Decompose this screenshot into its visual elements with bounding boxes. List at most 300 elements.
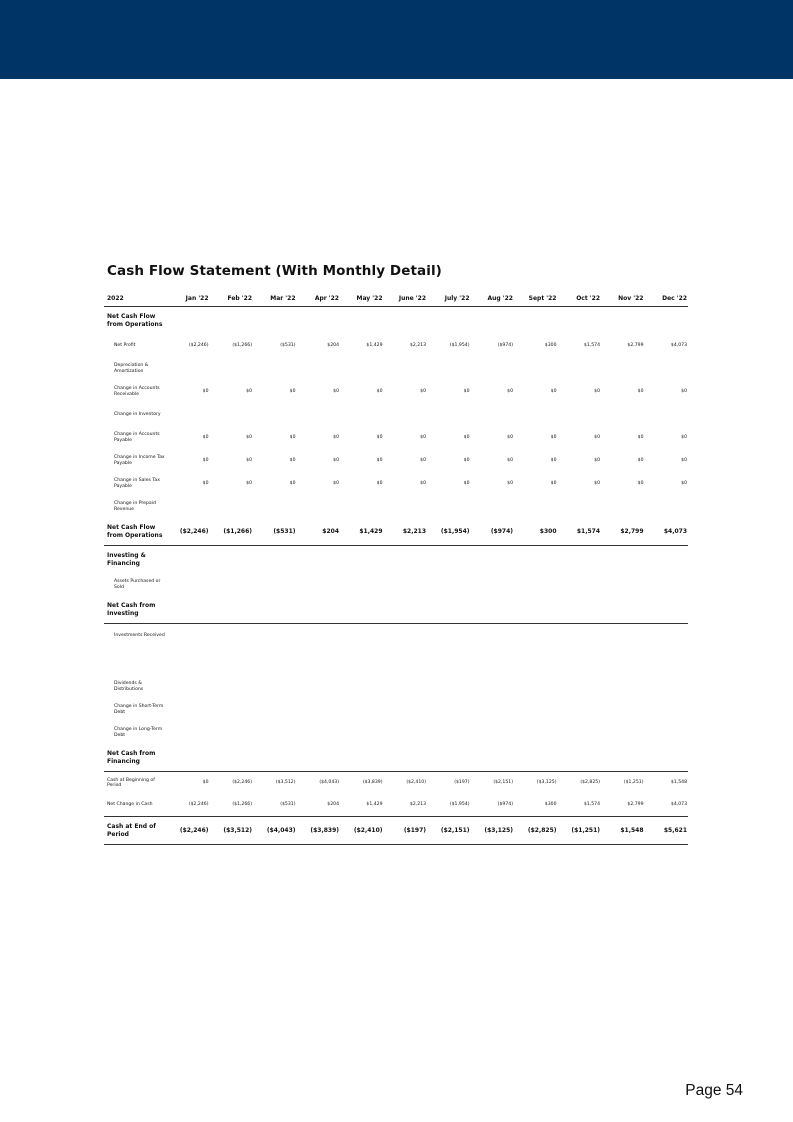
cell-value: $0 xyxy=(376,480,383,486)
cell-value xyxy=(471,721,515,744)
cell-value xyxy=(427,357,471,380)
cell-value: ($2,151) xyxy=(427,817,471,845)
cell-value xyxy=(384,307,428,335)
cell-value xyxy=(340,403,384,426)
cell-value xyxy=(558,675,602,698)
cell-value: $0 xyxy=(550,480,557,486)
cell-value xyxy=(558,495,602,518)
cell-value: $0 xyxy=(333,480,339,486)
cell-value: $2,799 xyxy=(627,802,644,808)
cell-value xyxy=(166,357,210,380)
cell-value xyxy=(210,744,254,772)
cell-value: $0 xyxy=(289,388,296,394)
cell-value xyxy=(340,647,384,675)
table-row xyxy=(104,675,688,698)
cell-value: ($1,266) xyxy=(232,802,252,808)
cell-value: $0 xyxy=(333,434,339,440)
cell-value xyxy=(558,357,602,380)
cell-value: $300 xyxy=(544,802,557,808)
cell-value: ($2,246) xyxy=(188,342,209,348)
row-label: Investing & Financing xyxy=(107,552,146,567)
cell-value xyxy=(340,721,384,744)
cell-value xyxy=(253,573,297,596)
cell-value xyxy=(297,698,341,721)
cell-value: $0 xyxy=(246,480,252,486)
cell-value xyxy=(558,307,602,335)
cell-value xyxy=(514,596,558,624)
cell-value: $1,429 xyxy=(366,802,383,808)
header-band xyxy=(0,0,793,79)
cell-value xyxy=(558,573,602,596)
cell-value: $0 xyxy=(376,388,383,394)
cell-value xyxy=(601,495,645,518)
table-row xyxy=(104,495,688,518)
cell-value: ($531) xyxy=(280,342,296,348)
cell-value xyxy=(340,307,384,335)
cell-value: $2,213 xyxy=(409,802,426,808)
cell-value: $0 xyxy=(420,480,426,486)
cell-value xyxy=(558,546,602,574)
cell-value xyxy=(210,698,254,721)
cell-value: ($974) xyxy=(497,342,513,348)
cell-value: $0 xyxy=(333,388,339,394)
cell-value: $0 xyxy=(420,434,426,440)
cell-value: ($3,125) xyxy=(471,817,515,845)
cell-value xyxy=(340,698,384,721)
cell-value xyxy=(427,698,471,721)
cell-value xyxy=(471,307,515,335)
row-label: Dividends & Distributions xyxy=(114,681,144,692)
cell-value xyxy=(645,403,689,426)
cell-value xyxy=(210,647,254,675)
header-cell: Jan '22 xyxy=(166,290,210,307)
cell-value xyxy=(166,698,210,721)
cell-value xyxy=(253,403,297,426)
cell-value xyxy=(384,647,428,675)
cell-value xyxy=(514,721,558,744)
cell-value: ($1,266) xyxy=(210,518,254,546)
table-row xyxy=(104,334,688,357)
cell-value: ($4,043) xyxy=(253,817,297,845)
cell-value: $2,799 xyxy=(601,518,645,546)
cell-value xyxy=(210,573,254,596)
cell-value xyxy=(297,403,341,426)
row-label: Change in Long-Term Debt xyxy=(114,727,163,738)
cell-value xyxy=(384,698,428,721)
table-row xyxy=(104,698,688,721)
cell-value: ($1,266) xyxy=(232,342,252,348)
cell-value xyxy=(645,596,689,624)
row-label: Change in Prepaid Revenue xyxy=(114,501,156,512)
header-cell: Dec '22 xyxy=(645,290,689,307)
cell-value: $0 xyxy=(202,780,209,786)
row-label: Depreciation & Amortization xyxy=(114,363,149,374)
cell-value xyxy=(340,675,384,698)
cell-value: $0 xyxy=(289,480,296,486)
cell-value xyxy=(166,596,210,624)
cell-value: $1,574 xyxy=(583,802,600,808)
cell-value: ($531) xyxy=(280,802,296,808)
cell-value xyxy=(514,403,558,426)
cell-value xyxy=(427,495,471,518)
header-cell: June '22 xyxy=(384,290,428,307)
cell-value xyxy=(427,647,471,675)
header-cell: Sept '22 xyxy=(514,290,558,307)
table-row xyxy=(104,403,688,426)
cell-value: $5,621 xyxy=(645,817,689,845)
cell-value: ($197) xyxy=(384,817,428,845)
cell-value xyxy=(297,573,341,596)
cell-value: $2,799 xyxy=(627,342,644,348)
row-label: Change in Accounts Payable xyxy=(114,432,160,443)
cell-value: $0 xyxy=(202,434,209,440)
cell-value xyxy=(253,721,297,744)
cell-value: $204 xyxy=(327,342,339,348)
cell-value: $0 xyxy=(681,388,687,394)
cell-value xyxy=(645,307,689,335)
cell-value: $2,213 xyxy=(384,518,428,546)
cell-value xyxy=(471,647,515,675)
cell-value xyxy=(166,495,210,518)
table-row xyxy=(104,307,688,335)
cell-value: $0 xyxy=(637,480,644,486)
cell-value: $1,574 xyxy=(583,342,600,348)
cell-value xyxy=(558,721,602,744)
cell-value xyxy=(166,307,210,335)
cell-value: ($974) xyxy=(497,802,513,808)
cell-value: ($2,825) xyxy=(514,817,558,845)
cell-value: ($2,410) xyxy=(340,817,384,845)
cell-value: $300 xyxy=(544,342,557,348)
cell-value xyxy=(427,624,471,648)
table-row xyxy=(104,357,688,380)
cell-value xyxy=(340,546,384,574)
cell-value xyxy=(340,357,384,380)
cell-value xyxy=(210,675,254,698)
cell-value: $0 xyxy=(420,388,426,394)
cell-value xyxy=(601,744,645,772)
cell-value xyxy=(253,357,297,380)
cell-value xyxy=(514,573,558,596)
cell-value xyxy=(253,495,297,518)
header-cell: Mar '22 xyxy=(253,290,297,307)
cell-value xyxy=(514,647,558,675)
cell-value xyxy=(166,403,210,426)
header-cell: May '22 xyxy=(340,290,384,307)
cell-value: $0 xyxy=(420,457,426,463)
cell-value: $0 xyxy=(463,434,470,440)
cell-value: $0 xyxy=(376,457,383,463)
row-label: Change in Accounts Receivable xyxy=(114,386,160,397)
table-row xyxy=(104,721,688,744)
cell-value: ($1,954) xyxy=(449,342,470,348)
cell-value xyxy=(427,403,471,426)
cell-value: ($3,839) xyxy=(362,780,383,786)
table-header-row xyxy=(104,290,688,307)
cell-value: $0 xyxy=(550,434,557,440)
table-row xyxy=(104,518,688,546)
cell-value: $0 xyxy=(594,388,600,394)
cell-value: $0 xyxy=(594,480,600,486)
cell-value: ($3,512) xyxy=(210,817,254,845)
cell-value: $4,073 xyxy=(670,342,687,348)
cell-value xyxy=(514,495,558,518)
cell-value: $0 xyxy=(246,434,252,440)
cell-value xyxy=(210,624,254,648)
cell-value: ($1,954) xyxy=(449,802,470,808)
cell-value xyxy=(645,624,689,648)
page-title: Cash Flow Statement (With Monthly Detail) xyxy=(107,263,442,279)
cell-value xyxy=(645,744,689,772)
cell-value: ($1,251) xyxy=(623,780,644,786)
row-label: Cash at Beginning of Period xyxy=(107,777,155,788)
row-label: Net Cash Flow from Operations xyxy=(104,518,166,546)
cell-value xyxy=(210,403,254,426)
cell-value: $1,429 xyxy=(340,518,384,546)
cell-value xyxy=(253,675,297,698)
cell-value xyxy=(297,647,341,675)
header-cell: Nov '22 xyxy=(601,290,645,307)
cell-value: ($1,251) xyxy=(558,817,602,845)
cell-value: $0 xyxy=(289,457,296,463)
row-label xyxy=(104,647,166,675)
cell-value: $1,429 xyxy=(366,342,383,348)
cell-value xyxy=(297,307,341,335)
cell-value: $0 xyxy=(550,457,557,463)
cell-value xyxy=(210,357,254,380)
cell-value xyxy=(601,307,645,335)
cell-value xyxy=(471,403,515,426)
cell-value: $4,073 xyxy=(645,518,689,546)
cell-value: $0 xyxy=(202,388,209,394)
cell-value: $0 xyxy=(594,457,600,463)
table-row xyxy=(104,794,688,817)
cell-value xyxy=(384,675,428,698)
cell-value: $0 xyxy=(550,388,557,394)
cell-value xyxy=(514,744,558,772)
cell-value xyxy=(340,495,384,518)
cell-value xyxy=(645,647,689,675)
cell-value xyxy=(471,573,515,596)
cell-value xyxy=(514,698,558,721)
cell-value: ($2,246) xyxy=(166,518,210,546)
cell-value xyxy=(297,744,341,772)
cell-value: $0 xyxy=(507,457,513,463)
cell-value xyxy=(384,596,428,624)
cell-value xyxy=(297,357,341,380)
cell-value xyxy=(340,624,384,648)
cell-value xyxy=(384,624,428,648)
cell-value xyxy=(471,624,515,648)
cell-value xyxy=(297,596,341,624)
cell-value: $0 xyxy=(507,434,513,440)
cell-value xyxy=(601,546,645,574)
table-row xyxy=(104,380,688,403)
cell-value: $2,213 xyxy=(409,342,426,348)
cell-value xyxy=(384,573,428,596)
row-label: Change in Sales Tax Payable xyxy=(114,478,160,489)
row-label: Change in Short-Term Debt xyxy=(114,704,164,715)
cell-value: $0 xyxy=(637,457,644,463)
cell-value: $300 xyxy=(514,518,558,546)
table-body xyxy=(104,307,688,845)
cell-value: ($2,246) xyxy=(166,817,210,845)
row-label: Net Cash Flow from Operations xyxy=(107,313,163,328)
cell-value xyxy=(471,675,515,698)
row-label: Assets Purchased or Sold xyxy=(114,579,161,590)
cell-value xyxy=(166,546,210,574)
cell-value: ($2,246) xyxy=(232,780,252,786)
cell-value xyxy=(601,647,645,675)
cell-value: $0 xyxy=(594,434,600,440)
row-label: Net Profit xyxy=(114,342,136,348)
cell-value: ($3,512) xyxy=(275,780,296,786)
cell-value: ($2,410) xyxy=(406,780,426,786)
cell-value: $1,548 xyxy=(670,780,687,786)
cell-value xyxy=(166,573,210,596)
cell-value xyxy=(166,744,210,772)
cell-value: $0 xyxy=(202,480,209,486)
cell-value: $204 xyxy=(297,518,341,546)
cell-value xyxy=(558,624,602,648)
cell-value: ($531) xyxy=(253,518,297,546)
cell-value xyxy=(645,721,689,744)
cell-value: $0 xyxy=(202,457,209,463)
cell-value xyxy=(471,357,515,380)
header-cell: 2022 xyxy=(104,290,166,307)
cell-value: $1,574 xyxy=(558,518,602,546)
cell-value: $0 xyxy=(681,457,687,463)
row-label: Change in Income Tax Payable xyxy=(114,455,165,466)
cell-value xyxy=(384,357,428,380)
cash-flow-table xyxy=(104,290,688,845)
cell-value: $0 xyxy=(463,457,470,463)
table-row xyxy=(104,573,688,596)
cell-value xyxy=(297,546,341,574)
cell-value xyxy=(210,307,254,335)
cell-value xyxy=(471,744,515,772)
cell-value: $0 xyxy=(463,388,470,394)
cell-value xyxy=(601,624,645,648)
table-row xyxy=(104,647,688,675)
cell-value: $0 xyxy=(376,434,383,440)
cell-value xyxy=(253,546,297,574)
row-label: Change in Inventory xyxy=(114,411,161,417)
cell-value xyxy=(558,744,602,772)
cell-value xyxy=(340,573,384,596)
table-row xyxy=(104,546,688,574)
cell-value: ($4,043) xyxy=(319,780,339,786)
cell-value xyxy=(514,357,558,380)
cell-value xyxy=(384,403,428,426)
cell-value xyxy=(297,495,341,518)
table-row xyxy=(104,426,688,449)
cell-value xyxy=(210,721,254,744)
cell-value xyxy=(297,721,341,744)
cell-value: $1,548 xyxy=(601,817,645,845)
cell-value: $204 xyxy=(327,802,339,808)
cell-value: $0 xyxy=(507,480,513,486)
cell-value xyxy=(471,596,515,624)
cell-value xyxy=(645,573,689,596)
row-label: Net Cash from Investing xyxy=(104,596,166,624)
cell-value: $0 xyxy=(507,388,513,394)
cell-value: $0 xyxy=(463,480,470,486)
cell-value xyxy=(601,721,645,744)
cell-value xyxy=(384,744,428,772)
cell-value xyxy=(601,675,645,698)
cell-value xyxy=(427,307,471,335)
cell-value xyxy=(427,596,471,624)
cell-value xyxy=(558,698,602,721)
cell-value xyxy=(471,495,515,518)
table-row xyxy=(104,472,688,495)
header-cell: Feb '22 xyxy=(210,290,254,307)
cell-value: ($3,839) xyxy=(297,817,341,845)
cell-value xyxy=(601,403,645,426)
cell-value: ($1,954) xyxy=(427,518,471,546)
cell-value xyxy=(427,546,471,574)
cell-value xyxy=(645,495,689,518)
cell-value: ($197) xyxy=(454,780,470,786)
cell-value xyxy=(253,744,297,772)
cell-value xyxy=(645,698,689,721)
cell-value: $0 xyxy=(637,388,644,394)
cell-value xyxy=(601,596,645,624)
cell-value xyxy=(471,698,515,721)
cell-value xyxy=(645,546,689,574)
cell-value xyxy=(558,596,602,624)
header-cell: Aug '22 xyxy=(471,290,515,307)
cell-value xyxy=(514,546,558,574)
cell-value xyxy=(297,675,341,698)
cell-value xyxy=(210,495,254,518)
cell-value xyxy=(253,624,297,648)
cell-value xyxy=(601,573,645,596)
cell-value xyxy=(340,596,384,624)
cell-value xyxy=(297,624,341,648)
cell-value xyxy=(340,744,384,772)
table-row xyxy=(104,817,688,845)
cell-value: $0 xyxy=(289,434,296,440)
table-row xyxy=(104,596,688,624)
cell-value xyxy=(210,596,254,624)
cell-value xyxy=(558,403,602,426)
cell-value: ($3,125) xyxy=(536,780,557,786)
cell-value xyxy=(166,624,210,648)
row-label: Net Cash from Financing xyxy=(104,744,166,772)
page-number: Page 54 xyxy=(685,1082,743,1099)
cell-value xyxy=(253,647,297,675)
cell-value xyxy=(166,675,210,698)
table-row xyxy=(104,744,688,772)
cell-value xyxy=(427,744,471,772)
row-label: Net Change in Cash xyxy=(107,802,153,808)
cell-value xyxy=(471,546,515,574)
cell-value xyxy=(645,675,689,698)
header-cell: July '22 xyxy=(427,290,471,307)
cell-value: $0 xyxy=(246,457,252,463)
cell-value: $0 xyxy=(637,434,644,440)
cell-value xyxy=(253,596,297,624)
cell-value xyxy=(645,357,689,380)
cell-value: $0 xyxy=(333,457,339,463)
cell-value: ($2,151) xyxy=(493,780,513,786)
cell-value xyxy=(514,307,558,335)
cell-value: $4,073 xyxy=(670,802,687,808)
cell-value xyxy=(166,647,210,675)
cell-value xyxy=(514,624,558,648)
